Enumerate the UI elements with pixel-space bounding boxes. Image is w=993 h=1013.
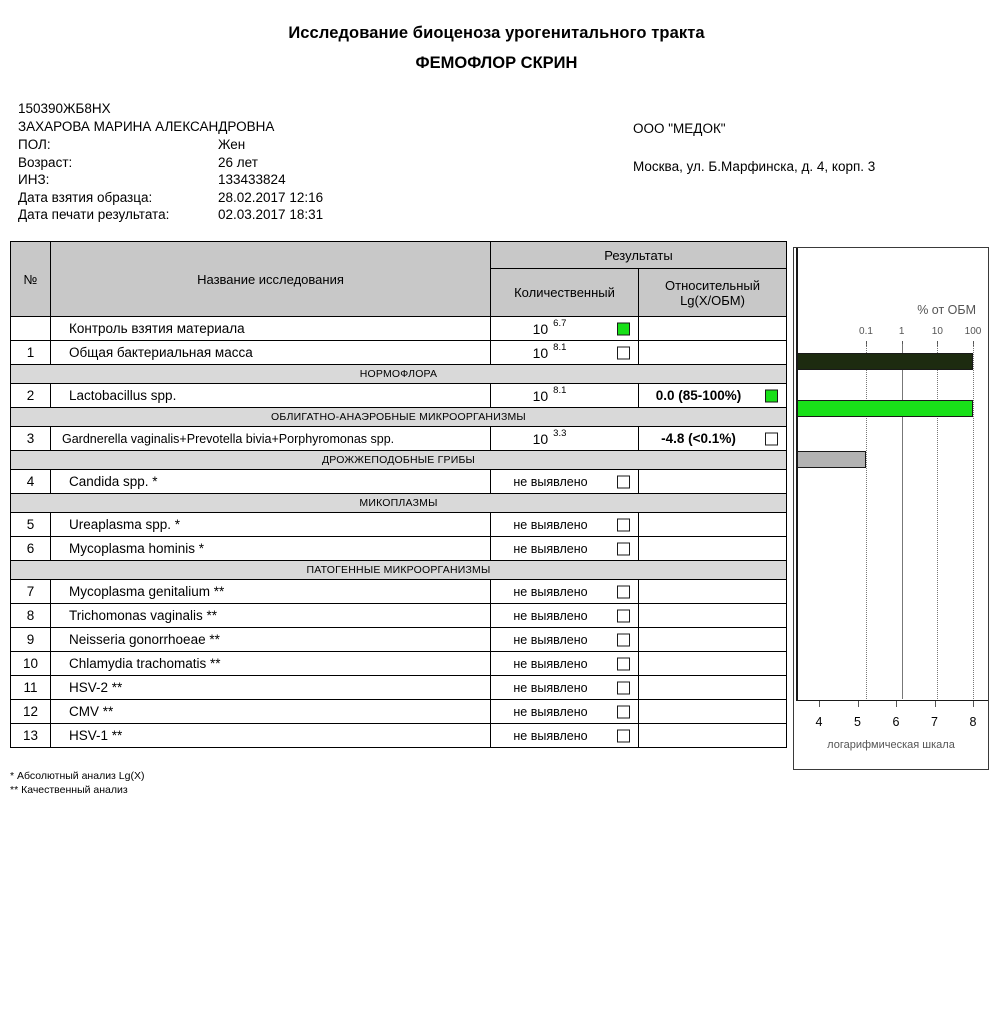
row-test-name: Neisseria gonorrhoeae **: [51, 628, 491, 652]
result-not-detected: не выявлено: [513, 680, 588, 695]
status-indicator-quantitative: [617, 518, 630, 531]
row-quantitative-cell: [491, 700, 639, 724]
chart-y-axis: [796, 248, 798, 701]
section-header-row: [11, 365, 787, 384]
row-number: 7: [11, 580, 51, 604]
table-row: [11, 427, 787, 451]
status-indicator-quantitative: [617, 585, 630, 598]
footnote-absolute: * Абсолютный анализ Lg(X): [10, 770, 145, 782]
patient-field-row: [18, 206, 323, 224]
table-row: [11, 384, 787, 408]
row-test-name: Chlamydia trachomatis **: [51, 652, 491, 676]
row-relative-cell: [639, 652, 787, 676]
chart-gridline: [866, 344, 867, 699]
status-indicator-quantitative: [617, 681, 630, 694]
row-relative-cell: [639, 470, 787, 494]
footnotes: [10, 769, 144, 797]
result-not-detected: не выявлено: [513, 704, 588, 719]
column-header-results: Результаты: [491, 242, 787, 269]
results-section: [0, 235, 993, 835]
status-indicator-quantitative: [617, 657, 630, 670]
row-quantitative-cell: [491, 317, 639, 341]
row-relative-cell: [639, 537, 787, 561]
table-row: [11, 341, 787, 365]
status-indicator-quantitative: [617, 542, 630, 555]
status-indicator-quantitative: [617, 322, 630, 335]
row-quantitative-cell: [491, 384, 639, 408]
row-number: 9: [11, 628, 51, 652]
section-label: НОРМОФЛОРА: [11, 365, 787, 384]
clinic-info: [633, 120, 875, 176]
table-row: [11, 580, 787, 604]
result-not-detected: не выявлено: [513, 728, 588, 743]
result-base: 10: [532, 430, 549, 447]
chart-gridline: [973, 344, 974, 699]
row-number: 12: [11, 700, 51, 724]
chart-gridline: [902, 344, 903, 699]
patient-field-value: 26 лет: [218, 154, 258, 170]
patient-field-value: 28.02.2017 12:16: [218, 189, 324, 205]
patient-field-label: Дата взятия образца:: [18, 189, 153, 205]
results-table-body: [11, 317, 787, 748]
row-number: 13: [11, 724, 51, 748]
row-test-name: Общая бактериальная масса: [51, 341, 491, 365]
result-not-detected: не выявлено: [513, 584, 588, 599]
result-not-detected: не выявлено: [513, 608, 588, 623]
chart-top-tick-label: 0.1: [859, 326, 873, 337]
table-row: [11, 317, 787, 341]
chart-top-tick-label: 1: [898, 326, 905, 337]
row-test-name: HSV-1 **: [51, 724, 491, 748]
column-header-quantitative: Количественный: [491, 269, 639, 317]
chart-title: % от ОБМ: [917, 303, 976, 317]
section-label: ПАТОГЕННЫЕ МИКРООРГАНИЗМЫ: [11, 561, 787, 580]
table-row: [11, 628, 787, 652]
chart-x-axis-label: логарифмическая шкала: [827, 739, 955, 751]
chart-gridline: [937, 344, 938, 699]
result-not-detected: не выявлено: [513, 656, 588, 671]
result-exponent: 3.3: [553, 428, 567, 439]
row-relative-cell: [639, 724, 787, 748]
row-number: 8: [11, 604, 51, 628]
patient-id: 150390ЖБ8НХ: [18, 101, 111, 116]
status-indicator-quantitative: [617, 633, 630, 646]
result-exponent: 8.1: [553, 342, 567, 353]
column-header-name: Название исследования: [51, 242, 491, 317]
row-relative-cell: [639, 580, 787, 604]
status-indicator-quantitative: [617, 729, 630, 742]
row-number: 4: [11, 470, 51, 494]
chart-bottom-tick-label: 6: [892, 715, 900, 729]
chart-bottom-tick-label: 7: [931, 715, 938, 729]
row-quantitative-cell: [491, 513, 639, 537]
table-row: [11, 537, 787, 561]
row-quantitative-cell: [491, 652, 639, 676]
report-header: [0, 0, 993, 73]
row-number: 2: [11, 384, 51, 408]
row-test-name: Trichomonas vaginalis **: [51, 604, 491, 628]
row-test-name: Lactobacillus spp.: [51, 384, 491, 408]
results-table: [10, 241, 787, 748]
chart-top-tick-label: 100: [964, 326, 982, 337]
result-exponent: 8.1: [553, 385, 567, 396]
row-relative-cell: [639, 513, 787, 537]
patient-field-row: [18, 136, 323, 154]
status-indicator-relative: [765, 432, 778, 445]
column-header-relative: [639, 269, 787, 317]
chart-bottom-tick-label: 8: [969, 715, 977, 729]
row-quantitative-cell: [491, 724, 639, 748]
row-test-name: Candida spp. *: [51, 470, 491, 494]
result-not-detected: не выявлено: [513, 474, 588, 489]
row-relative-cell: [639, 628, 787, 652]
result-base: 10: [532, 344, 549, 361]
table-row: [11, 700, 787, 724]
page-title: Исследование биоценоза урогенитального тракта: [288, 24, 705, 42]
row-number: [11, 317, 51, 341]
row-test-name: Gardnerella vaginalis+Prevotella bivia+Porphyromonas spp.: [51, 427, 491, 451]
row-quantitative-cell: [491, 580, 639, 604]
patient-field-row: [18, 189, 323, 207]
section-label: ОБЛИГАТНО-АНАЭРОБНЫЕ МИКРООРГАНИЗМЫ: [11, 408, 787, 427]
status-indicator-relative: [765, 389, 778, 402]
results-table-head: [11, 242, 787, 317]
patient-field-label: ПОЛ:: [18, 137, 51, 152]
table-row: [11, 724, 787, 748]
chart-bar: [797, 400, 973, 417]
row-number: 1: [11, 341, 51, 365]
row-quantitative-cell: [491, 537, 639, 561]
chart-bottom-tick-label: 5: [854, 715, 861, 729]
row-relative-cell: [639, 700, 787, 724]
status-indicator-quantitative: [617, 705, 630, 718]
patient-name: ЗАХАРОВА МАРИНА АЛЕКСАНДРОВНА: [18, 119, 275, 134]
patient-info: [18, 100, 323, 224]
row-relative-cell: [639, 317, 787, 341]
section-label: МИКОПЛАЗМЫ: [11, 494, 787, 513]
table-row: [11, 676, 787, 700]
row-quantitative-cell: [491, 341, 639, 365]
result-not-detected: не выявлено: [513, 517, 588, 532]
section-header-row: [11, 451, 787, 470]
row-number: 10: [11, 652, 51, 676]
row-test-name: HSV-2 **: [51, 676, 491, 700]
info-section: [0, 100, 993, 235]
patient-field-value: 02.03.2017 18:31: [218, 207, 324, 222]
section-header-row: [11, 494, 787, 513]
row-relative-cell: [639, 604, 787, 628]
chart-bottom-tick-label: 4: [815, 715, 823, 729]
row-quantitative-cell: [491, 676, 639, 700]
row-relative-cell: [639, 427, 787, 451]
row-test-name: Контроль взятия материала: [51, 317, 491, 341]
result-base: 10: [532, 387, 549, 404]
chart-bar: [797, 353, 973, 370]
status-indicator-quantitative: [617, 475, 630, 488]
page-subtitle: ФЕМОФЛОР СКРИН: [415, 54, 578, 72]
row-quantitative-cell: [491, 427, 639, 451]
chart-bottom-tick-mark: [896, 701, 897, 707]
section-header-row: [11, 408, 787, 427]
column-header-relative-line2: Lg(X/ОБМ): [680, 292, 745, 308]
row-number: 3: [11, 427, 51, 451]
patient-field-row: [18, 171, 323, 189]
row-number: 6: [11, 537, 51, 561]
patient-field-row: [18, 154, 323, 172]
chart-bottom-tick-mark: [935, 701, 936, 707]
patient-fields-table: [18, 136, 323, 224]
row-quantitative-cell: [491, 628, 639, 652]
row-quantitative-cell: [491, 604, 639, 628]
section-header-row: [11, 561, 787, 580]
result-power-value: [491, 341, 638, 364]
clinic-name: ООО "МЕДОК": [633, 121, 726, 136]
section-label: ДРОЖЖЕПОДОБНЫЕ ГРИБЫ: [11, 451, 787, 470]
row-test-name: Ureaplasma spp. *: [51, 513, 491, 537]
patient-field-label: Дата печати результата:: [18, 207, 170, 222]
clinic-address: Москва, ул. Б.Марфинска, д. 4, корп. 3: [633, 159, 876, 174]
column-header-relative-line1: Относительный: [665, 277, 760, 293]
row-test-name: CMV **: [51, 700, 491, 724]
row-test-name: Mycoplasma hominis *: [51, 537, 491, 561]
chart-top-tick-label: 10: [931, 326, 943, 337]
row-number: 5: [11, 513, 51, 537]
patient-field-value: Жен: [218, 137, 246, 152]
patient-field-label: ИНЗ:: [18, 172, 50, 187]
relative-abundance-chart: [793, 247, 989, 770]
result-base: 10: [532, 320, 549, 337]
result-power-value: [491, 427, 638, 450]
chart-bottom-tick-mark: [973, 701, 974, 707]
footnote-qualitative: ** Качественный анализ: [10, 784, 128, 796]
table-row: [11, 604, 787, 628]
result-relative-value: -4.8 (<0.1%): [661, 431, 736, 446]
result-relative-value: 0.0 (85-100%): [655, 388, 742, 403]
patient-field-label: Возраст:: [18, 154, 73, 170]
row-test-name: Mycoplasma genitalium **: [51, 580, 491, 604]
chart-plot-area: [794, 248, 988, 769]
row-number: 11: [11, 676, 51, 700]
row-relative-cell: [639, 341, 787, 365]
status-indicator-quantitative: [617, 346, 630, 359]
result-exponent: 6.7: [553, 318, 567, 329]
chart-x-axis: [796, 700, 988, 701]
result-power-value: [491, 384, 638, 407]
row-relative-cell: [639, 384, 787, 408]
row-quantitative-cell: [491, 470, 639, 494]
patient-field-value: 133433824: [218, 172, 286, 187]
chart-bottom-tick-mark: [819, 701, 820, 707]
result-power-value: [491, 317, 638, 340]
table-row: [11, 470, 787, 494]
row-relative-cell: [639, 676, 787, 700]
column-header-number: №: [11, 242, 51, 317]
status-indicator-quantitative: [617, 609, 630, 622]
chart-bottom-tick-mark: [858, 701, 859, 707]
table-row: [11, 513, 787, 537]
result-not-detected: не выявлено: [513, 541, 588, 556]
table-row: [11, 652, 787, 676]
result-not-detected: не выявлено: [513, 632, 588, 647]
chart-bar: [797, 451, 866, 468]
